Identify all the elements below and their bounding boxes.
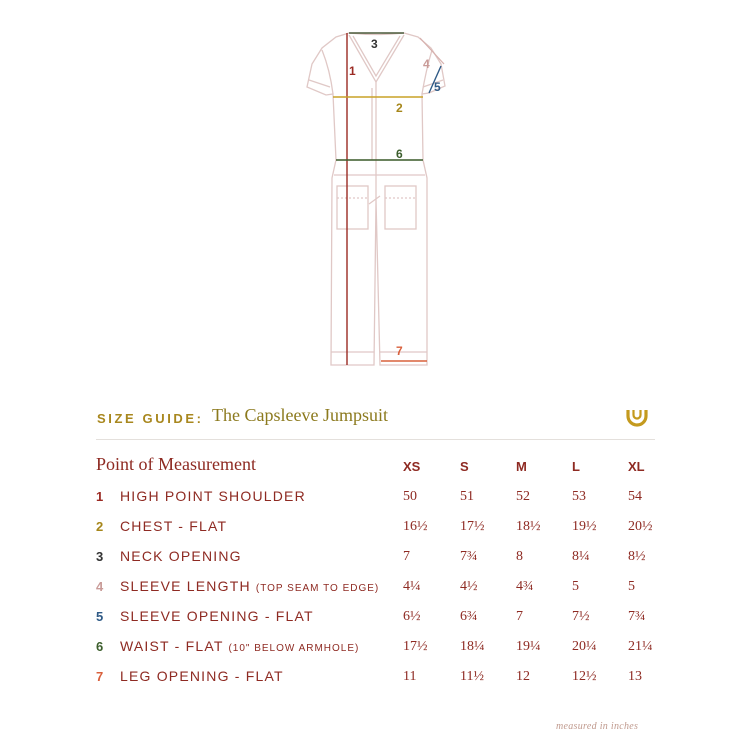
marker-label-3: 3 [371,37,378,51]
value-m: 12 [516,669,530,684]
value-xs: 16½ [403,519,428,534]
table-row [96,637,666,659]
rainbow-arch-logo-icon [624,404,650,430]
value-xs: 50 [403,489,417,504]
value-s: 4½ [460,579,478,594]
size-header-xs: XS [403,459,421,474]
value-l: 53 [572,489,586,504]
value-xl: 54 [628,489,642,504]
measurement-name: LEG OPENING - FLAT [120,668,284,684]
header-divider [96,439,655,440]
value-s: 18¼ [460,639,485,654]
table-row [96,667,666,689]
row-number: 7 [96,669,104,684]
marker-label-7: 7 [396,344,403,358]
table-row [96,547,666,569]
value-m: 8 [516,549,523,564]
value-m: 52 [516,489,530,504]
measurement-name: SLEEVE OPENING - FLAT [120,608,314,624]
value-xs: 11 [403,669,417,684]
table-row [96,607,666,629]
size-guide-header [96,404,656,434]
value-l: 8¼ [572,549,590,564]
value-l: 7½ [572,609,590,624]
value-xs: 7 [403,549,410,564]
value-s: 17½ [460,519,485,534]
units-footnote: measured in inches [556,721,639,732]
value-l: 19½ [572,519,597,534]
value-s: 7¾ [460,549,478,564]
value-xs: 4¼ [403,579,421,594]
table-row [96,517,666,539]
marker-label-4: 4 [423,57,430,71]
measurement-name: SLEEVE LENGTH (TOP SEAM TO EDGE) [120,578,380,594]
table-row [96,577,666,599]
value-m: 7 [516,609,523,624]
row-number: 4 [96,579,104,594]
value-xl: 13 [628,669,642,684]
value-xl: 7¾ [628,609,646,624]
size-guide-label: SIZE GUIDE: [97,411,204,426]
measurement-name: NECK OPENING [120,548,242,564]
value-s: 51 [460,489,474,504]
table-row [96,487,666,509]
value-l: 20¼ [572,639,597,654]
value-m: 18½ [516,519,541,534]
measurement-note: (10" BELOW ARMHOLE) [228,643,360,654]
value-l: 12½ [572,669,597,684]
measurement-name: HIGH POINT SHOULDER [120,488,306,504]
size-header-s: S [460,459,469,474]
row-number: 6 [96,639,104,654]
product-title: The Capsleeve Jumpsuit [212,405,388,425]
size-header-l: L [572,459,580,474]
value-m: 4¾ [516,579,534,594]
marker-label-1: 1 [349,64,356,78]
value-xl: 20½ [628,519,653,534]
measurement-name: WAIST - FLAT (10" BELOW ARMHOLE) [120,638,360,654]
measurement-note: (TOP SEAM TO EDGE) [255,583,380,594]
size-header-xl: XL [628,459,645,474]
value-xs: 6½ [403,609,421,624]
value-xl: 8½ [628,549,646,564]
value-l: 5 [572,579,579,594]
marker-label-2: 2 [396,101,403,115]
value-m: 19¼ [516,639,541,654]
row-number: 2 [96,519,104,534]
row-number: 1 [96,489,104,504]
marker-label-5: 5 [434,80,441,94]
row-number: 3 [96,549,104,564]
marker-label-6: 6 [396,147,403,161]
value-xs: 17½ [403,639,428,654]
value-s: 11½ [460,669,484,684]
value-s: 6¾ [460,609,478,624]
measurement-column-header: Point of Measurement [96,454,256,474]
value-xl: 5 [628,579,635,594]
jumpsuit-outline [307,33,445,365]
measurement-name: CHEST - FLAT [120,518,228,534]
row-number: 5 [96,609,104,624]
value-xl: 21¼ [628,639,653,654]
size-header-m: M [516,459,527,474]
